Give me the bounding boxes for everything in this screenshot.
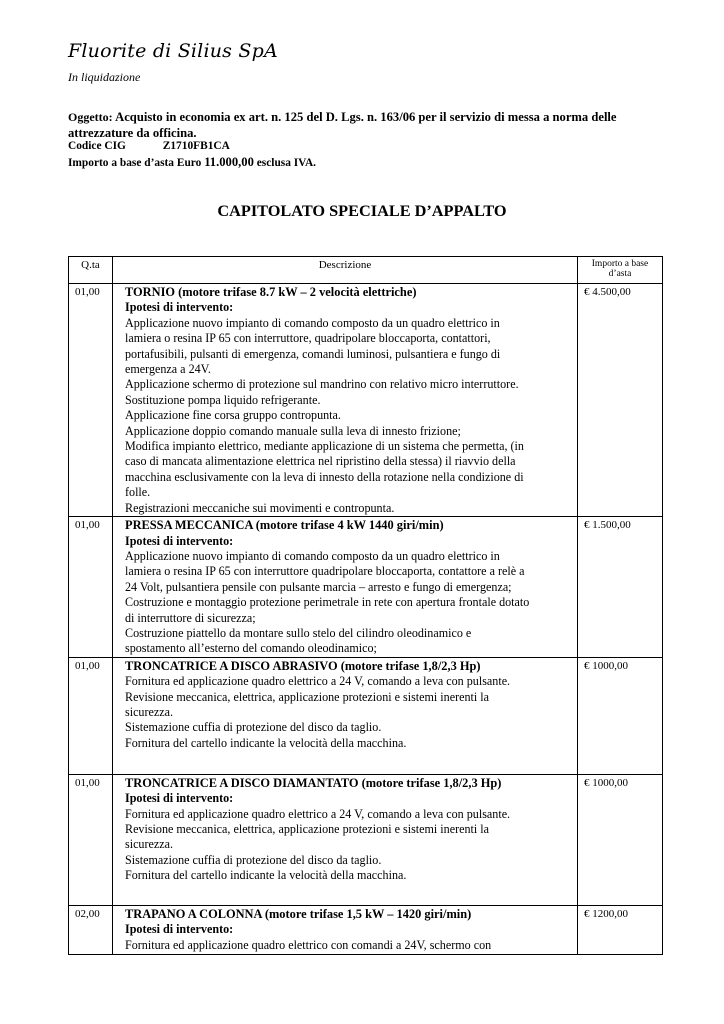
description-line: lamiera o resina IP 65 con interruttore quadripolare bloccaporta, contattore a relè a xyxy=(125,564,525,579)
specification-table xyxy=(68,256,663,955)
cig-code: Z1710FB1CA xyxy=(162,140,230,152)
header-amount-line2: d’asta xyxy=(608,269,632,279)
description-line: macchina esclusivamente con la leva di innesto della rotazione nella condizione di xyxy=(125,469,524,484)
table-row xyxy=(69,657,663,774)
description-line: Fornitura ed applicazione quadro elettrico con comandi a 24V, schermo con xyxy=(125,937,492,952)
header-amount xyxy=(578,257,663,284)
description-line: portafusibili, pulsanti di emergenza, comandi luminosi, pulsantiera e fungo di xyxy=(125,346,501,361)
description-line: Applicazione nuovo impianto di comando composto da un quadro elettrico in xyxy=(125,315,500,330)
row-quantity: 01,00 xyxy=(69,517,113,658)
description-line: Costruzione piattello da montare sullo stelo del cilindro oleodinamico e xyxy=(125,625,472,640)
description-line: Sistemazione cuffia di protezione del disco da taglio. xyxy=(125,720,382,735)
description-line: Fornitura ed applicazione quadro elettrico a 24 V, comando a leva con pulsante. xyxy=(125,806,511,821)
row-price: € 4.500,00 xyxy=(578,284,663,517)
description-line: sicurezza. xyxy=(125,837,174,852)
row-description xyxy=(113,774,578,905)
table-row xyxy=(69,284,663,517)
description-line: Applicazione doppio comando manuale sulla leva di innesto frizione; xyxy=(125,423,461,438)
row-description xyxy=(113,517,578,658)
description-line: Fornitura ed applicazione quadro elettrico a 24 V, comando a leva con pulsante. xyxy=(125,674,511,689)
row-quantity: 02,00 xyxy=(69,905,113,954)
description-line: emergenza a 24V. xyxy=(125,362,211,377)
row-price: € 1200,00 xyxy=(578,905,663,954)
description-line: Applicazione fine corsa gruppo contropunta. xyxy=(125,408,341,423)
header-amount-line1: Importo a base xyxy=(591,259,649,269)
description-line: 24 Volt, pulsantiera pensile con pulsante marcia – arresto e fungo di emergenza; xyxy=(125,579,512,594)
description-line: Sostituzione pompa liquido refrigerante. xyxy=(125,392,321,407)
description-line: Fornitura del cartello indicante la velocità della macchina. xyxy=(125,735,407,750)
item-title: PRESSA MECCANICA (motore trifase 4 kW 1440 giri/min) xyxy=(125,518,444,533)
row-price: € 1.500,00 xyxy=(578,517,663,658)
row-description xyxy=(113,657,578,774)
table-row xyxy=(69,905,663,954)
amount-value: 11.000,00 xyxy=(204,155,254,169)
description-line: sicurezza. xyxy=(125,704,174,719)
table-row xyxy=(69,774,663,905)
row-quantity: 01,00 xyxy=(69,657,113,774)
description-line: Revisione meccanica, elettrica, applicazione protezioni e sistemi inerenti la xyxy=(125,689,489,704)
item-title: TRONCATRICE A DISCO ABRASIVO (motore trifase 1,8/2,3 Hp) xyxy=(125,658,481,673)
company-status: In liquidazione xyxy=(68,70,141,84)
intervention-heading: Ipotesi di intervento: xyxy=(125,791,234,806)
description-line: Costruzione e montaggio protezione perimetrale in rete con apertura frontale dotato xyxy=(125,595,530,610)
row-price: € 1000,00 xyxy=(578,774,663,905)
header-quantity: Q.ta xyxy=(69,257,113,284)
description-line: Sistemazione cuffia di protezione del disco da taglio. xyxy=(125,852,382,867)
subject-label: Oggetto: xyxy=(68,110,113,124)
row-price: € 1000,00 xyxy=(578,657,663,774)
amount-suffix: esclusa IVA. xyxy=(256,157,317,169)
amount-prefix: Importo a base d’asta Euro xyxy=(68,157,202,169)
intervention-heading: Ipotesi di intervento: xyxy=(125,922,234,937)
company-name: Fluorite di Silius SpA xyxy=(68,40,278,62)
description-line: lamiera o resina IP 65 con interruttore, quadripolare bloccaporta, contattori, xyxy=(125,331,491,346)
row-quantity: 01,00 xyxy=(69,774,113,905)
description-line: Fornitura del cartello indicante la velocità della macchina. xyxy=(125,868,407,883)
description-line: Revisione meccanica, elettrica, applicazione protezioni e sistemi inerenti la xyxy=(125,821,489,836)
description-line: Registrazioni meccaniche sui movimenti e contropunta. xyxy=(125,500,395,515)
cig-line xyxy=(68,140,230,152)
subject-block xyxy=(68,109,658,141)
description-line: folle. xyxy=(125,485,151,500)
cig-label: Codice CIG xyxy=(68,140,126,152)
item-title: TRAPANO A COLONNA (motore trifase 1,5 kW – 1420 giri/min) xyxy=(125,906,472,921)
amount-line xyxy=(68,155,316,170)
header-description: Descrizione xyxy=(113,257,578,284)
table-header-row xyxy=(69,257,663,284)
table-row xyxy=(69,517,663,658)
row-description xyxy=(113,905,578,954)
document-title: CAPITOLATO SPECIALE D’APPALTO xyxy=(217,201,507,220)
description-line: Modifica impianto elettrico, mediante applicazione di un sistema che permetta, (in xyxy=(125,439,524,454)
description-line: caso di mancata alimentazione elettrica nel ripristino della stessa) il riavvio della xyxy=(125,454,516,469)
description-line: Applicazione schermo di protezione sul mandrino con relativo micro interruttore. xyxy=(125,377,519,392)
row-quantity: 01,00 xyxy=(69,284,113,517)
intervention-heading: Ipotesi di intervento: xyxy=(125,300,234,315)
item-title: TRONCATRICE A DISCO DIAMANTATO (motore trifase 1,8/2,3 Hp) xyxy=(125,775,502,790)
subject-text: Acquisto in economia ex art. n. 125 del D. Lgs. n. 163/06 per il servizio di messa a norma delle attrezzature da officina. xyxy=(68,110,617,140)
item-title: TORNIO (motore trifase 8.7 kW – 2 velocità elettriche) xyxy=(125,285,417,299)
description-line: di interruttore di sicurezza; xyxy=(125,610,256,625)
description-line: spostamento all’esterno del comando oleodinamico; xyxy=(125,641,377,656)
intervention-heading: Ipotesi di intervento: xyxy=(125,533,234,548)
row-description xyxy=(113,284,578,517)
description-line: Applicazione nuovo impianto di comando composto da un quadro elettrico in xyxy=(125,548,500,563)
